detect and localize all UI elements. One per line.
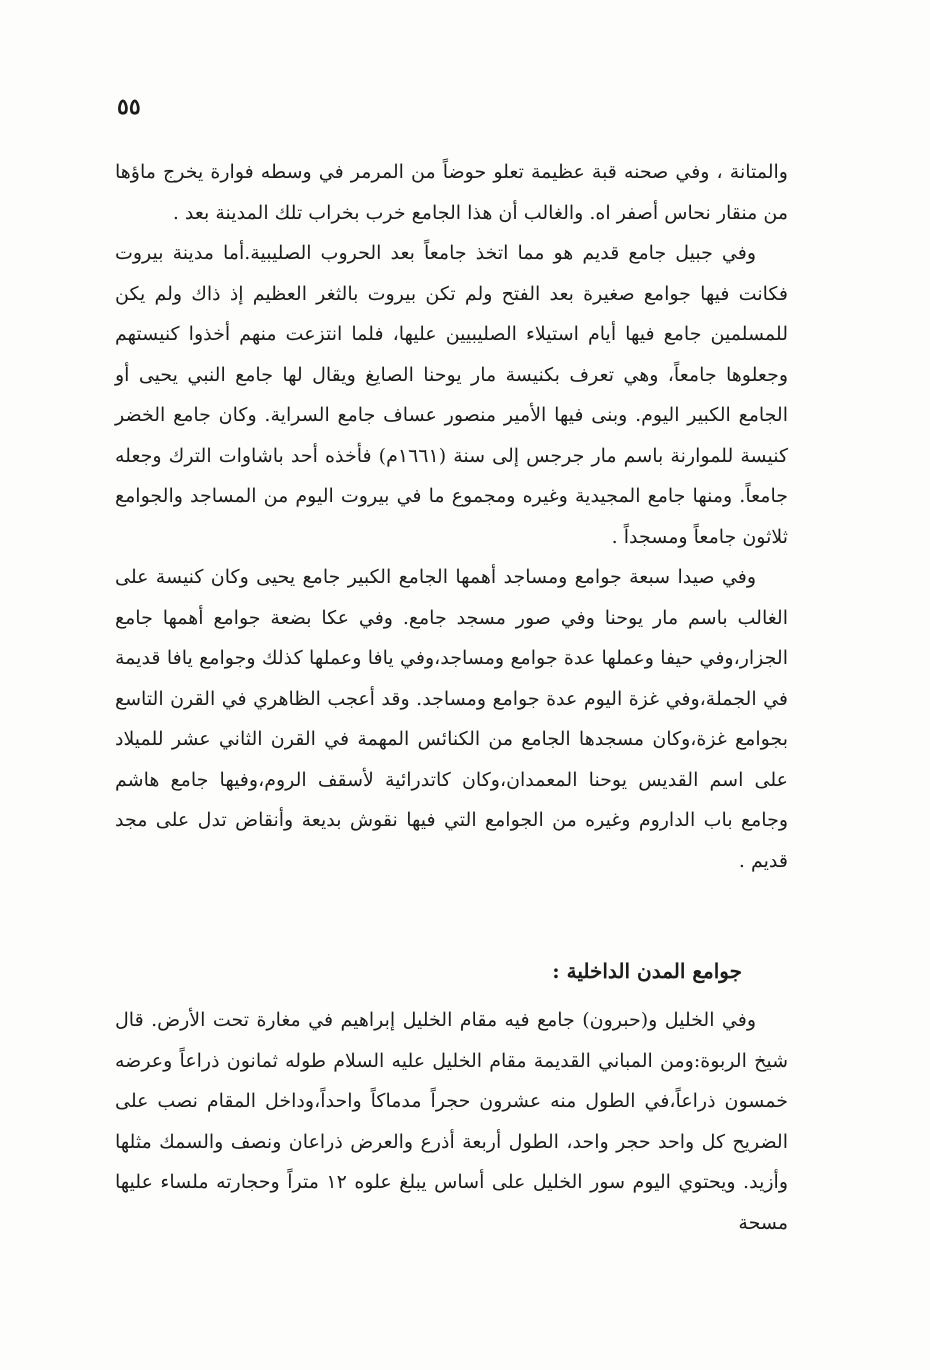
section-heading: جوامع المدن الداخلية : — [552, 959, 742, 983]
paragraph-3: وفي صيدا سبعة جوامع ومساجد أهمها الجامع الكبير جامع يحيى وكان كنيسة على الغالب باسم مار يوحنا وفي صور مسجد جامع. وفي عكا بضعة جوامع أهمها جامع الجزار،وفي حيفا وعملها عدة جوامع ومساجد،وفي يافا وعملها كذلك وجوامع يافا قديمة في الجملة،وفي غزة اليوم عدة جوامع ومساجد. وقد أعجب الظاهري في القرن التاسع بجوامع غزة،وكان مسجدها الجامع من الكنائس المهمة في القرن الثاني عشر للميلاد على اسم القديس يوحنا المعمدان،وكان كاتدرائية لأسقف الروم،وفيها جامع هاشم وجامع باب الداروم وغيره من الجوامع التي فيها نقوش بديعة وأنقاض تدل على مجد قديم . — [115, 566, 788, 872]
section-paragraph-1: وفي الخليل و(حبرون) جامع فيه مقام الخليل إبراهيم في مغارة تحت الأرض. قال شيخ الربوة:ومن المباني القديمة مقام الخليل عليه السلام طوله ثمانون ذراعاً وعرضه خمسون ذراعاً،في الطول منه عشرون حجراً مدماكاً واحداً،وداخل المقام نصب على الضريح كل واحد حجر واحد، الطول أربعة أذرع والعرض ذراعان ونصف والسمك مثلها وأزيد. ويحتوي اليوم سور الخليل على أساس يبلغ علوه ١٢ متراً وحجارته ملساء عليها مسحة — [115, 1009, 788, 1234]
section-text-block — [115, 1000, 788, 1243]
paragraph-2: وفي جبيل جامع قديم هو مما اتخذ جامعاً بعد الحروب الصليبية.أما مدينة بيروت فكانت فيها جوامع صغيرة بعد الفتح ولم تكن بيروت بالثغر العظيم إذ ذاك ولم يكن للمسلمين جامع فيها أيام استيلاء الصليبيين عليها، فلما انتزعت منهم أخذوا كنيستهم وجعلوها جامعاً، وهي تعرف بكنيسة مار يوحنا الصايغ ويقال لها جامع النبي يحيى أو الجامع الكبير اليوم. وبنى فيها الأمير منصور عساف جامع السراية. وكان جامع الخضر كنيسة للموارنة باسم مار جرجس إلى سنة (١٦٦١م) فأخذه أحد باشاوات الترك وجعله جامعاً. ومنها جامع المجيدية وغيره ومجموع ما في بيروت اليوم من المساجد والجوامع ثلاثون جامعاً ومسجداً . — [115, 242, 788, 548]
page-number: ٥٥ — [117, 94, 141, 120]
paragraph-1: والمتانة ، وفي صحنه قبة عظيمة تعلو حوضاً من المرمر في وسطه فوارة يخرج ماؤها من منقار نحاس أصفر اه. والغالب أن هذا الجامع خرب بخراب تلك المدينة بعد . — [115, 161, 788, 224]
main-text-block — [115, 152, 788, 881]
